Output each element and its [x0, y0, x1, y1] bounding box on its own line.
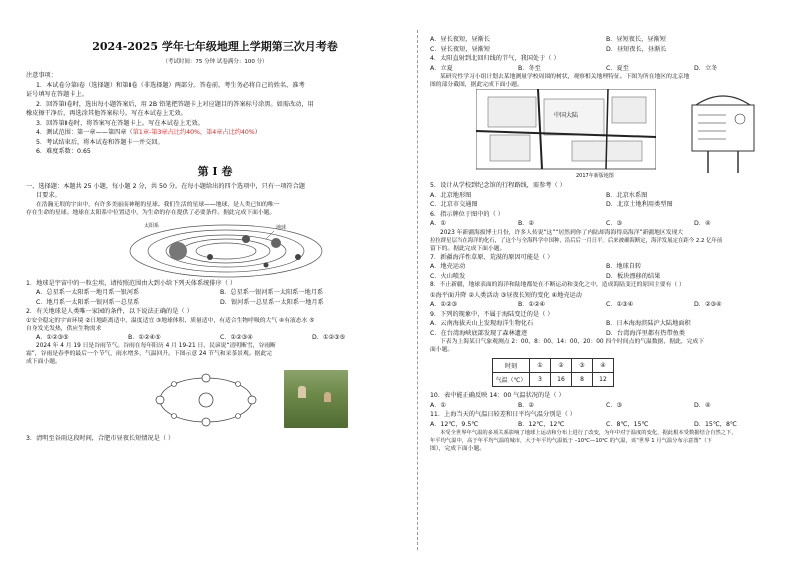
passage-6: 本受全世界年气温的多项关系影响了地球上运动和分布上进行了改变，为年中对于温度的变化，据此根本受数据结合自然之下， [440, 430, 737, 436]
q1-option-b[interactable]: B．总星系一银河系一太阳系一地月系 [220, 289, 324, 296]
q3-option-c[interactable]: C．昼长夜短，昼渐短 [430, 45, 491, 53]
q10-options [430, 401, 782, 411]
earth-label: 地球 [276, 224, 287, 231]
note-line: 3．回答第Ⅱ卷时，将答案写在答题卡上。写在本试卷上无效。 [36, 119, 204, 127]
q10-option-c[interactable]: C．③ [606, 401, 623, 409]
map-figure [430, 89, 782, 181]
passage-6: 图），完成下面小题。 [430, 446, 486, 452]
tea-picking-photo [284, 370, 348, 428]
q7-options [430, 272, 782, 282]
q11-option-d[interactable]: D．15℃，8℃ [694, 420, 737, 428]
q2-option-b[interactable]: B．①②④⑤ [128, 333, 161, 341]
q5-option-c[interactable]: C．北京市交通图 [430, 201, 478, 208]
q4-options [430, 64, 782, 74]
q7-option-a[interactable]: A．地壳运动 [430, 263, 466, 270]
scope-red-text: 第1章-第3章占比约40%，第4章占比约40% [132, 129, 255, 136]
exam-subtitle: （考试时间：75 分钟 试卷满分：100 分） [162, 59, 268, 65]
q8-option-b[interactable]: B．①②④ [518, 301, 546, 308]
passage-5: 下表为上海某日气象观测点 2：00、8：00、14：00、20：00 四个时间点的气温数据，据此，完成下 [440, 339, 705, 345]
solar-system-diagram [126, 217, 326, 279]
q2-statements: 自身发光发热，供应生物需求 [26, 325, 102, 332]
table-cell: 16 [551, 373, 572, 387]
q3-option-b[interactable]: B．昼短夜长，昼渐短 [606, 36, 666, 43]
q11-option-c[interactable]: C．8℃，15℃ [606, 420, 649, 428]
street-map [476, 89, 656, 179]
q8-option-d[interactable]: D．②③④ [694, 301, 722, 308]
table-cell: 气温（℃） [493, 373, 530, 387]
q8-option-a[interactable]: A．①②③ [430, 301, 458, 308]
q1-option-d[interactable]: D．银河系一总星系一太阳系一地月系 [220, 298, 324, 306]
q6-option-c[interactable]: C．③ [606, 220, 623, 227]
passage-2: 2024 年 4 月 19 日是谷雨节气。谷雨在每年阳历 4 月 19-21 日，民谚说“清明断雪，谷雨断 [36, 343, 276, 349]
question-10: 10．表中能正确反映 14：00 气温状况的是（ ） [430, 392, 565, 399]
note-scope: 4．测试范围：第一章——第四章（第1章-第3章占比约40%，第4章占比约40%） [36, 129, 261, 136]
q9-option-b[interactable]: B．日本海海滨陆沪大陆地面积 [606, 320, 691, 327]
map-bottom-label: 2017年新版地图 [576, 173, 614, 179]
q9-option-a[interactable]: A．云南海拔天山上发现海洋生物化石 [430, 320, 534, 327]
passage-6: 年平均气温中，高于年平均气温的城市，大于年平均气温低于 –10℃—10℃ 的气温，该“世界 1 月气温分布示意图”（下 [430, 438, 712, 444]
q1-options [26, 298, 404, 308]
passage-5: 面小题。 [430, 347, 454, 353]
table-row [493, 359, 614, 373]
q4-option-a[interactable]: A．立夏 [430, 64, 453, 72]
solar-system-figure [26, 217, 404, 279]
q5-option-d[interactable]: D．北京土地利用类型图 [606, 201, 673, 208]
q1-option-c[interactable]: C．地月系一太阳系一银河系一总星系 [36, 298, 140, 306]
question-5: 5．设计从学校到纪念馆的行程路线，需参考（ ） [430, 182, 566, 189]
volume-heading: 第 I 卷 [197, 164, 233, 178]
passage-4: 留下的。据此完成下面小题。 [430, 245, 506, 252]
q4-option-c[interactable]: C．夏至 [606, 64, 629, 72]
q6-options [430, 219, 782, 229]
question-1: 1．地球是宇宙中的一粒尘埃，请按照范围由大到小给下列天体系统排序（ ） [26, 279, 237, 287]
passage-1: 存在生命的星球。地球在太阳系中位置适中，为生命的存在提供了必要条件。据此完成下面小题。 [26, 209, 276, 216]
q3-options [430, 35, 782, 45]
passage-4: 2023 年新疆海拔博士月份，许多人传说“这”“居然到你了内陆却海海得高海洋”新疆地区发现大 [440, 229, 684, 236]
table-cell: ① [530, 359, 551, 373]
q5-options [430, 200, 782, 210]
q11-option-a[interactable]: A．12℃，9.5℃ [430, 420, 479, 428]
q9-option-c[interactable]: C．在台湾海峡底部发现了森林遗迹 [430, 329, 528, 337]
q5-option-b[interactable]: B．北京水系图 [606, 191, 648, 199]
question-3: 3．清明至谷雨这段时间，合肥市昼夜长短情况是（ ） [26, 435, 175, 442]
note-line: 1．本试卷分第Ⅰ卷（选择题）和第Ⅱ卷（非选择题）两部分。答卷前，考生务必将自己的姓名、准考 [36, 81, 305, 89]
q8-statements: ①海平面升降 ②人类活动 ③昼夜长短的变化 ④地壳运动 [430, 291, 582, 299]
table-cell: 8 [572, 373, 593, 387]
q2-options [26, 333, 404, 343]
question-7: 7．新疆海洋性草原、荒漠的原因可能是（ ） [430, 253, 554, 261]
q4-option-b[interactable]: B．冬至 [518, 64, 541, 72]
q4-option-d[interactable]: D．立冬 [694, 64, 718, 72]
passage-3: 某研究性学习小组计划去某地测量学校周围的树状，观察相关地理特征。下图为所在地区的北京地 [440, 74, 690, 80]
q7-option-c[interactable]: C．火山喷发 [430, 272, 466, 280]
q7-options [430, 262, 782, 272]
q2-option-c[interactable]: C．①②③④ [220, 333, 253, 341]
passage-2: 成下面小题。 [26, 359, 61, 365]
q2-option-a[interactable]: A．①②③⑤ [36, 333, 69, 341]
note-line: 橡皮擦干净后，再选涂其他答案标号。写在本试卷上无效。 [26, 110, 187, 117]
table-cell: ③ [572, 359, 593, 373]
question-8: 8．不止新疆，地球表面的海洋和陆地都处在不断运动和变化之中，造成海陆变迁的原因主要有（ ） [430, 282, 685, 288]
note-line: 证号填写在答题卡上。 [26, 91, 88, 98]
q9-option-d[interactable]: D．台湾海洋里都有热带鱼类 [606, 329, 686, 337]
q5-options [430, 191, 782, 201]
map-center-label: 中国大陆 [554, 112, 579, 119]
table-cell: 3 [530, 373, 551, 387]
q10-option-b[interactable]: B．② [518, 401, 534, 409]
q6-option-b[interactable]: B．② [518, 220, 534, 227]
table-cell: 12 [593, 373, 614, 387]
question-2: 2．有关地球是人类唯一家园的条件，以下说法正确的是（ ） [26, 308, 193, 315]
q1-option-a[interactable]: A．总星系一太阳系一地月系一银河系 [36, 289, 140, 296]
q9-options [430, 319, 782, 329]
q1-options [26, 288, 404, 298]
note-line: 6．难度系数：0.65 [36, 148, 91, 155]
q5-option-a[interactable]: A．北京地形图 [430, 191, 472, 199]
note-line: 2．回答第Ⅰ卷时，选出每小题答案后，用 2B 铅笔把答题卡上对应题目的答案标号涂黑。如需改动，用 [36, 100, 314, 108]
question-9: 9．下列的现象中，不属于海陆变迁的是（ ） [430, 310, 554, 318]
table-cell: 时刻 [493, 359, 530, 373]
sign-board [688, 89, 758, 179]
question-4: 4．太阳直射到北回归线的节气，我国处于（ ） [430, 55, 560, 62]
q7-option-b[interactable]: B．地球自转 [606, 263, 642, 270]
q8-option-c[interactable]: C．①③④ [606, 301, 634, 308]
part-intro: 目要求。 [36, 192, 61, 199]
q10-option-a[interactable]: A．① [430, 401, 446, 409]
q3-option-d[interactable]: D．昼短夜长，昼渐长 [606, 45, 667, 53]
q2-statements: ①安全稳定的宇宙环境 ②日地距离适中，温度适宜 ③地球体积、质量适中，有适合生物呼吸的大气 ④有液态水 ⑤ [26, 317, 315, 324]
sun-label: 太阳系 [144, 222, 160, 229]
q10-option-d[interactable]: D．④ [694, 401, 711, 409]
temperature-table [492, 358, 614, 387]
q7-option-d[interactable]: D．板块漂移的结果 [606, 272, 661, 280]
passage-3: 图的部分截图，据此完成下面小题。 [430, 82, 523, 88]
q2-option-d[interactable]: D．①②③⑤ [312, 333, 346, 341]
question-11: 11．上海当天的气温日较差和日平均气温分别是（ ） [430, 411, 576, 418]
q3-option-a[interactable]: A．昼长夜短，昼渐长 [430, 36, 490, 43]
q3-options [430, 45, 782, 55]
exam-title: 2024-2025 学年七年级地理上学期第三次月考卷 [92, 40, 338, 53]
q8-options [430, 300, 782, 310]
passage-1: 在浩瀚无垠的宇宙中，有许多美丽而神秘的星球。我们生活的星球——地球，是人类已知的唯一 [36, 201, 280, 208]
table-cell: ② [551, 359, 572, 373]
right-column [418, 0, 794, 562]
solar-terms-figure [26, 366, 404, 434]
q6-option-a[interactable]: A．① [430, 220, 446, 227]
note-line: 5．考试结束后，将本试卷和答题卡一并交回。 [36, 138, 164, 146]
table-cell: ④ [593, 359, 614, 373]
q11-options [430, 420, 782, 430]
part-intro: 一、选择题：本题共 25 小题，每小题 2 分，共 50 分。在每小题给出的四个选项中，只有一项符合题 [26, 182, 305, 190]
table-row [493, 373, 614, 387]
q11-option-b[interactable]: B．12℃，12℃ [518, 420, 565, 428]
passage-4: 拉拉群星层当在海洋的化石，了这个与全海科学中国种，沿后后一月日平。后来被确海断定，海洋发展定在距今 2.2 亿年前 [430, 237, 723, 244]
q9-options [430, 329, 782, 339]
passage-2: 霜”，谷雨是春季的最后一个节气，雨水增多，气温回升。下图示意 24 节气和采茶景观。据此完 [26, 351, 272, 357]
solar-terms-diagram [146, 366, 266, 432]
q6-option-d[interactable]: D．④ [694, 220, 711, 227]
notes-heading: 注意事项： [26, 72, 57, 79]
question-6: 6．指示牌位于图中的（ ） [430, 210, 504, 218]
